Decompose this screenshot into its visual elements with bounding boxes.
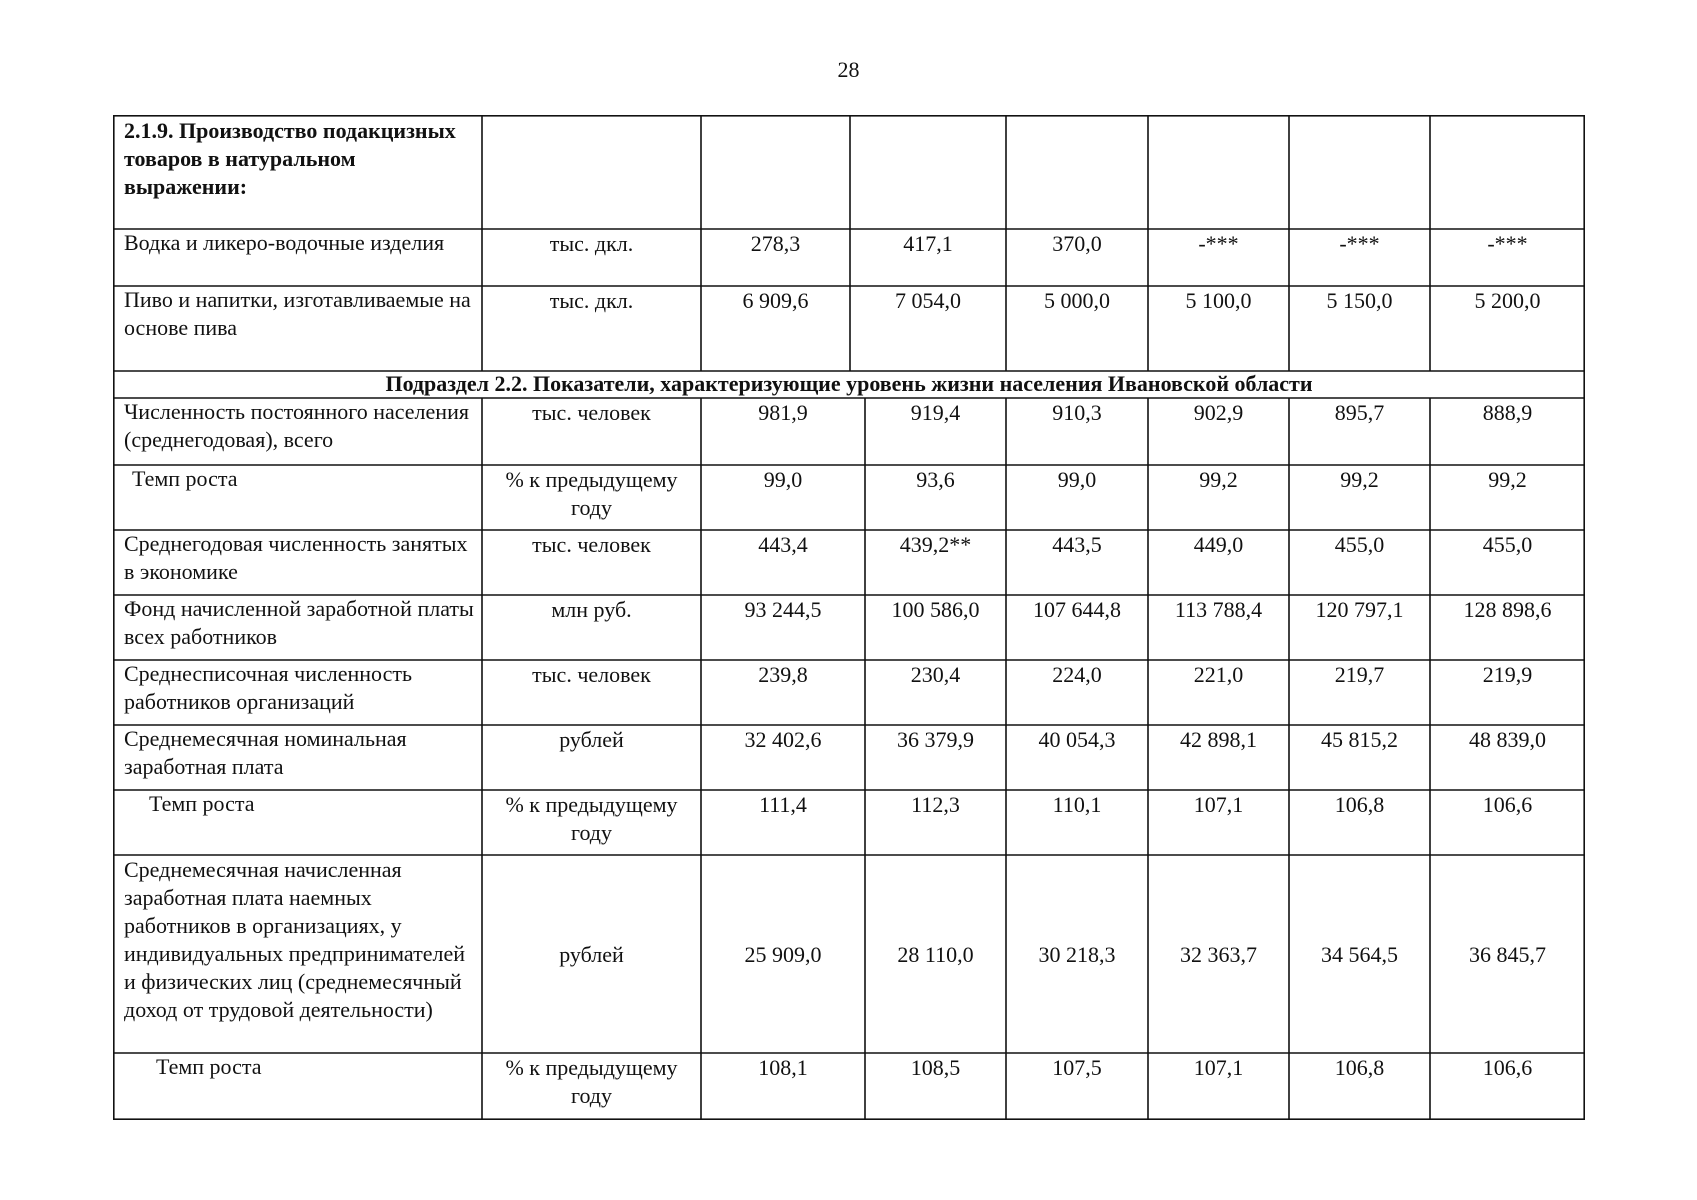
row-unit: тыс. дкл.	[549, 231, 634, 256]
row-label: Темп роста	[132, 466, 238, 491]
value-cell: 7 054,0	[895, 288, 961, 313]
value-cell: 25 909,0	[744, 941, 822, 967]
value-cell: 93,6	[916, 467, 955, 492]
row-label: Пиво и напитки, изготавливаемые на основе пива	[124, 287, 471, 340]
row-unit: тыс. дкл.	[549, 288, 634, 313]
row-unit: млн руб.	[551, 597, 632, 622]
row-unit: % к предыдущему году	[505, 467, 678, 520]
value-cell: -***	[1487, 231, 1528, 256]
value-cell: 128 898,6	[1463, 597, 1552, 622]
value-cell: 370,0	[1052, 231, 1102, 256]
data-table	[113, 115, 1585, 1120]
value-cell: 219,9	[1482, 662, 1533, 687]
row-label: Темп роста	[156, 1054, 262, 1079]
value-cell: 34 564,5	[1321, 941, 1398, 967]
value-cell: 108,5	[910, 1055, 961, 1080]
row-unit: рублей	[559, 727, 624, 752]
value-cell: 219,7	[1334, 662, 1385, 687]
value-cell: 120 797,1	[1315, 597, 1404, 622]
value-cell: 32 402,6	[744, 727, 822, 752]
value-cell: 110,1	[1052, 792, 1102, 817]
value-cell: 224,0	[1052, 662, 1102, 687]
value-cell: 981,9	[758, 400, 808, 425]
page-number: 28	[837, 57, 860, 82]
value-cell: 455,0	[1482, 532, 1533, 557]
value-cell: 99,0	[1057, 467, 1097, 492]
row-unit: тыс. человек	[532, 400, 651, 425]
value-cell: 40 054,3	[1038, 727, 1116, 752]
row-unit: тыс. человек	[532, 532, 651, 557]
value-cell: 443,4	[758, 532, 808, 557]
row-label: Среднегодовая численность занятых в экономике	[124, 531, 468, 584]
value-cell: 919,4	[910, 400, 961, 425]
row-label: Водка и ликеро-водочные изделия	[124, 230, 445, 255]
value-cell: 45 815,2	[1321, 727, 1398, 752]
value-cell: 99,2	[1488, 467, 1527, 492]
value-cell: 42 898,1	[1180, 727, 1257, 752]
value-cell: 106,8	[1334, 1055, 1385, 1080]
row-label: Фонд начисленной заработной платы всех работников	[124, 596, 474, 649]
value-cell: 48 839,0	[1469, 727, 1546, 752]
row-unit: % к предыдущему году	[505, 1055, 678, 1108]
value-cell: -***	[1339, 231, 1380, 256]
value-cell: 902,9	[1193, 400, 1244, 425]
value-cell: 106,6	[1482, 1055, 1533, 1080]
value-cell: 5 000,0	[1044, 288, 1110, 313]
value-cell: 5 200,0	[1474, 288, 1541, 313]
value-cell: 439,2**	[899, 532, 972, 557]
value-cell: 106,6	[1482, 792, 1533, 817]
section-2-1-9-heading: 2.1.9. Производство подакцизных товаров в натуральном выражении:	[124, 118, 456, 199]
value-cell: 99,2	[1199, 467, 1238, 492]
value-cell: 108,1	[758, 1055, 808, 1080]
value-cell: 888,9	[1482, 400, 1533, 425]
section-2-2-heading: Подраздел 2.2. Показатели, характеризующие уровень жизни населения Ивановской области	[385, 371, 1313, 396]
value-cell: 107,1	[1193, 792, 1244, 817]
value-cell: 278,3	[750, 231, 801, 256]
row-label: Среднемесячная номинальная заработная плата	[124, 726, 407, 779]
value-cell: 30 218,3	[1038, 941, 1116, 967]
value-cell: 107 644,8	[1033, 597, 1121, 622]
row-label: Темп роста	[149, 791, 255, 816]
value-cell: 113 788,4	[1174, 597, 1263, 622]
value-cell: 36 845,7	[1469, 941, 1546, 967]
value-cell: 449,0	[1193, 532, 1244, 557]
value-cell: 455,0	[1334, 532, 1385, 557]
row-label: Среднесписочная численность работников организаций	[124, 661, 413, 714]
row-unit: тыс. человек	[532, 662, 651, 687]
value-cell: 6 909,6	[742, 288, 809, 313]
value-cell: 112,3	[911, 792, 960, 817]
value-cell: -***	[1198, 231, 1239, 256]
value-cell: 5 150,0	[1326, 288, 1393, 313]
value-cell: 99,2	[1340, 467, 1379, 492]
value-cell: 221,0	[1193, 662, 1244, 687]
row-label: Численность постоянного населения (среднегодовая), всего	[124, 399, 469, 452]
value-cell: 239,8	[758, 662, 808, 687]
value-cell: 107,1	[1193, 1055, 1244, 1080]
value-cell: 417,1	[903, 231, 953, 256]
value-cell: 230,4	[910, 662, 961, 687]
value-cell: 106,8	[1334, 792, 1385, 817]
value-cell: 100 586,0	[891, 597, 980, 622]
value-cell: 36 379,9	[897, 727, 974, 752]
value-cell: 910,3	[1052, 400, 1102, 425]
value-cell: 111,4	[759, 792, 807, 817]
row-label: Среднемесячная начисленная заработная плата наемных работников в организациях, у индивидуальных предпринимателей и физических лиц (среднемесячный доход от трудовой деятельности)	[124, 857, 465, 1022]
row-unit: рублей	[559, 941, 624, 967]
value-cell: 107,5	[1052, 1055, 1102, 1080]
value-cell: 28 110,0	[897, 941, 974, 967]
value-cell: 99,0	[763, 467, 803, 492]
value-cell: 93 244,5	[744, 597, 822, 622]
row-unit: % к предыдущему году	[505, 792, 678, 845]
value-cell: 895,7	[1334, 400, 1385, 425]
value-cell: 32 363,7	[1180, 941, 1257, 967]
value-cell: 443,5	[1052, 532, 1102, 557]
value-cell: 5 100,0	[1185, 288, 1252, 313]
